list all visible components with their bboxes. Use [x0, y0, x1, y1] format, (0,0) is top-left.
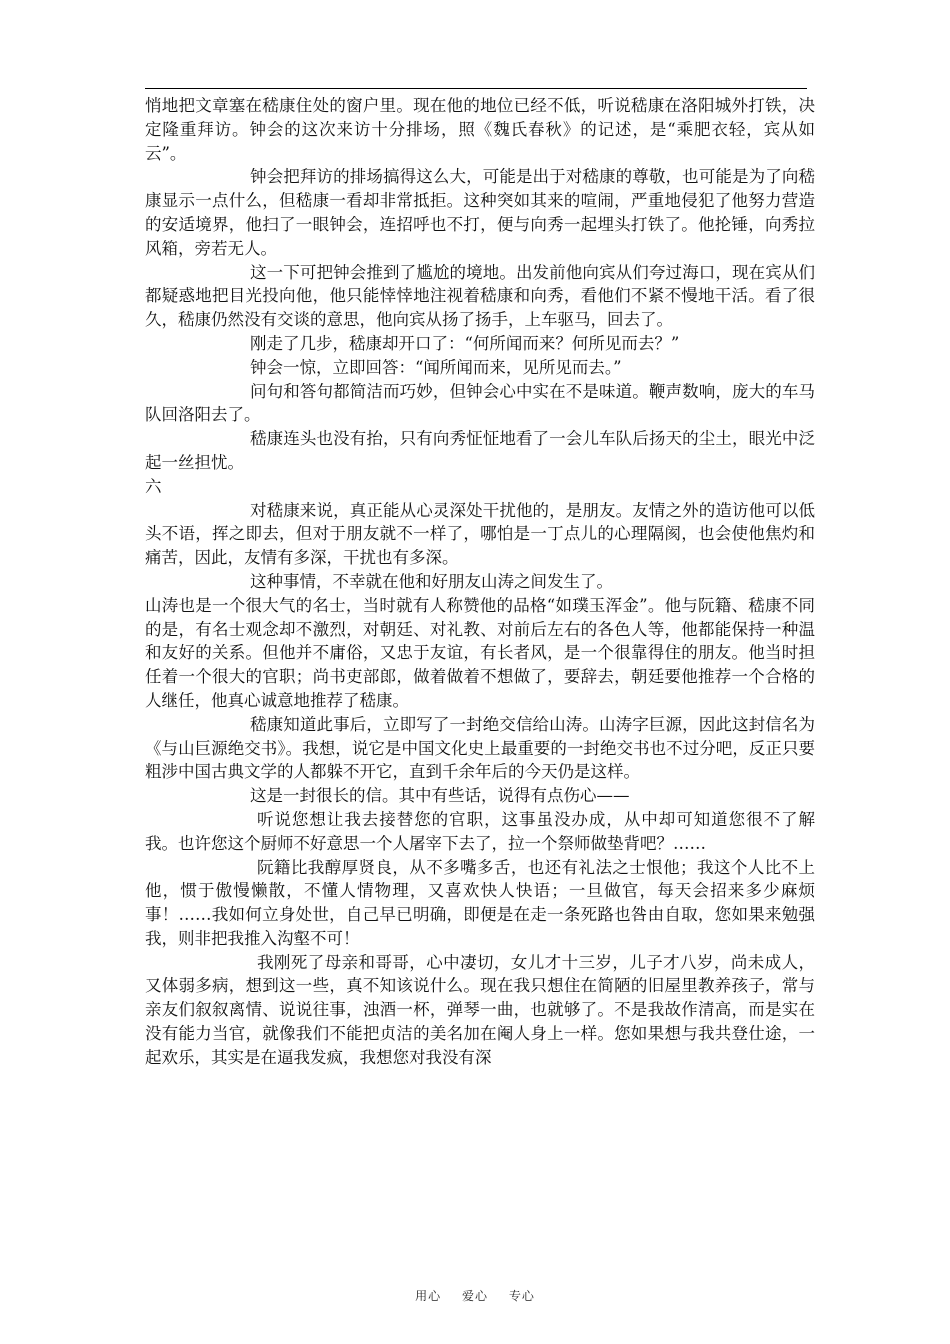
quoted-paragraph: 听说您想让我去接替您的官职，这事虽没办成，从中却可知道您很不了解我。也许您这个厨师不好意思一个人屠宰下去了，拉一个祭师做垫背吧？……	[145, 809, 815, 853]
paragraph: 这一下可把钟会推到了尴尬的境地。出发前他向宾从们夸过海口，现在宾从们都疑惑地把目光投向他，他只能悻悻地注视着嵇康和向秀，看他们不紧不慢地干活。看了很久，嵇康仍然没有交谈的意思，他向宾从扬了扬手，上车驱马，回去了。	[145, 262, 815, 330]
header-rule	[145, 88, 807, 89]
footer-text: 爱心	[461, 1289, 488, 1303]
paragraph: 钟会一惊，立即回答：“闻所闻而来，见所见而去。”	[250, 357, 622, 377]
quoted-paragraph: 阮籍比我醇厚贤良，从不多嘴多舌，也还有礼法之士恨他；我这个人比不上他，惯于傲慢懒散，不懂人情物理，又喜欢快人快语；一旦做官，每天会招来多少麻烦事！……我如何立身处世，自己早已明确，即便是在走一条死路也咎由自取，您如果来勉强我，则非把我推入沟壑不可！	[145, 857, 815, 948]
paragraph: 悄地把文章塞在嵇康住处的窗户里。现在他的地位已经不低，听说嵇康在洛阳城外打铁，决定隆重拜访。钟会的这次来访十分排场，照《魏氏春秋》的记述，是“乘肥衣轻，宾从如云”。	[145, 96, 815, 163]
page-footer	[0, 1287, 950, 1304]
article-body	[145, 94, 815, 1070]
paragraph: 这是一封很长的信。其中有些话，说得有点伤心——	[250, 786, 630, 806]
paragraph: 钟会把拜访的排场搞得这么大，可能是出于对嵇康的尊敬，也可能是为了向嵇康显示一点什么，但嵇康一看却非常抵拒。这种突如其来的喧闹，严重地侵犯了他努力营造的安适境界，他扫了一眼钟会，连招呼也不打，便与向秀一起埋头打铁了。他抡锤，向秀拉风箱，旁若无人。	[145, 167, 815, 258]
paragraph: 嵇康知道此事后，立即写了一封绝交信给山涛。山涛字巨源，因此这封信名为《与山巨源绝交书》。我想，说它是中国文化史上最重要的一封绝交书也不过分吧，反正只要粗涉中国古典文学的人都躲不开它，直到千余年后的今天仍是这样。	[145, 714, 815, 782]
paragraph: 嵇康连头也没有抬，只有向秀怔怔地看了一会儿车队后扬天的尘土，眼光中泛起一丝担忧。	[145, 429, 815, 472]
paragraph: 对嵇康来说，真正能从心灵深处干扰他的，是朋友。友情之外的造访他可以低头不语，挥之即去，但对于朋友就不一样了，哪怕是一丁点儿的心理隔阂，也会使他焦灼和痛苦，因此，友情有多深，干扰也有多深。	[145, 500, 815, 568]
paragraph: 问句和答句都简洁而巧妙，但钟会心中实在不是味道。鞭声数响，庞大的车马队回洛阳去了。	[145, 381, 815, 425]
section-heading: 六	[145, 476, 162, 496]
quoted-paragraph: 我刚死了母亲和哥哥，心中凄切，女儿才十三岁，儿子才八岁，尚未成人，又体弱多病，想到这一些，真不知该说什么。现在我只想住在简陋的旧屋里教养孩子，常与亲友们叙叙离情、说说往事，浊酒一杯，弹琴一曲，也就够了。不是我故作清高，而是实在没有能力当官，就像我们不能把贞洁的美名加在阉人身上一样。您如果想与我共登仕途，一起欢乐，其实是在逼我发疯，我想您对我没有深	[145, 952, 815, 1067]
footer-text: 用心	[415, 1289, 442, 1303]
paragraph: 这种事情，不幸就在他和好朋友山涛之间发生了。	[250, 571, 613, 591]
footer-text: 专心	[508, 1289, 535, 1303]
paragraph: 山涛也是一个很大气的名士，当时就有人称赞他的品格“如璞玉浑金”。他与阮籍、嵇康不同的是，有名士观念却不激烈，对朝廷、对礼教、对前后左右的各色人等，他都能保持一种温和友好的关系。但他并不庸俗，又忠于友谊，有长者风，是一个很靠得住的朋友。他当时担任着一个很大的官职；尚书吏部郎，做着做着不想做了，要辞去，朝廷要他推荐一个合格的人继任，他真心诚意地推荐了嵇康。	[145, 595, 815, 710]
paragraph: 刚走了几步，嵇康却开口了：“何所闻而来？何所见而去？”	[250, 333, 680, 353]
